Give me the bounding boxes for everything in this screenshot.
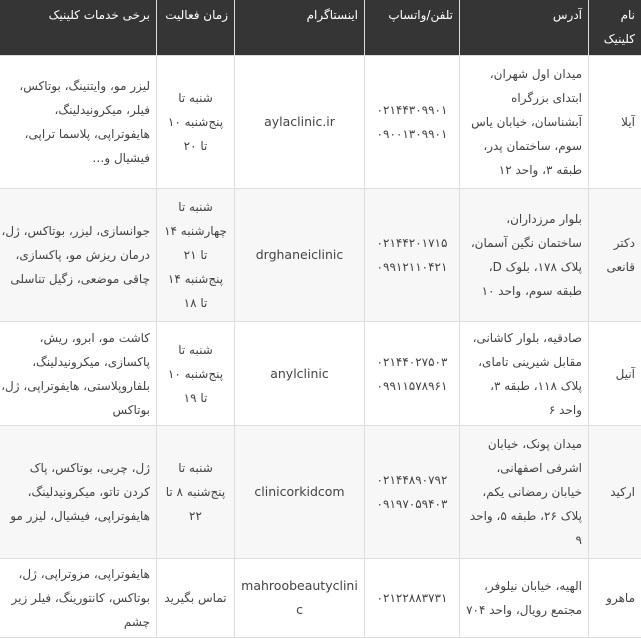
clinic-phones bbox=[365, 189, 460, 322]
clinic-instagram: clinicorkidcom bbox=[235, 426, 365, 559]
clinic-services: جوانسازی، لیزر، بوتاکس، ژل، درمان ریزش مو، پاکسازی، چاقی موضعی، زگیل تناسلی bbox=[0, 189, 157, 322]
clinic-phones bbox=[365, 56, 460, 189]
clinic-instagram: anylclinic bbox=[235, 322, 365, 426]
table-row bbox=[0, 189, 641, 322]
clinic-hours: شنبه تا پنج‌شنبه ۸ تا ۲۲ bbox=[157, 426, 235, 559]
header-services: برخی خدمات کلینیک bbox=[0, 0, 157, 56]
table-header-row bbox=[0, 0, 641, 56]
clinic-name: آیلا bbox=[589, 56, 641, 189]
clinic-services: کاشت مو، ابرو، ریش، پاکسازی، میکرونیدلینگ، بلفاروپلاستی، هایفوتراپی، ژل، بوتاکس bbox=[0, 322, 157, 426]
clinic-name: ماهرو bbox=[589, 559, 641, 638]
header-clinic-name: نام کلینیک bbox=[589, 0, 641, 56]
clinic-address: میدان پونک، خیابان اشرفی اصفهانی، خیابان رمضانی یکم، پلاک ۲۶، طبقه ۵، واحد ۹ bbox=[460, 426, 589, 559]
clinic-instagram: drghaneiclinic bbox=[235, 189, 365, 322]
clinic-services: ژل، چربی، بوتاکس، پاک کردن تاتو، میکرونیدلینگ، هایفوتراپی، فیشیال، لیزر مو bbox=[0, 426, 157, 559]
clinic-phones bbox=[365, 322, 460, 426]
table-row bbox=[0, 322, 641, 426]
phone-number[interactable]: ۰۹۱۹۷۰۵۹۴۰۳ bbox=[371, 492, 453, 516]
clinic-hours: تماس بگیرید bbox=[157, 559, 235, 638]
header-address: آدرس bbox=[460, 0, 589, 56]
phone-number[interactable]: ۰۲۱۴۴۰۲۷۵۰۳ bbox=[371, 350, 453, 374]
header-instagram: اینستاگرام bbox=[235, 0, 365, 56]
table-row bbox=[0, 426, 641, 559]
clinic-name: آنیل bbox=[589, 322, 641, 426]
clinic-services: هایفوتراپی، مزوتراپی، ژل، بوتاکس، کانتورینگ، فیلر زیر چشم bbox=[0, 559, 157, 638]
header-phone: تلفن/واتساپ bbox=[365, 0, 460, 56]
phone-number[interactable]: ۰۲۱۴۴۲۰۱۷۱۵ bbox=[371, 231, 453, 255]
clinic-phones bbox=[365, 426, 460, 559]
clinic-name: دکتر قانعی bbox=[589, 189, 641, 322]
phone-number[interactable]: ۰۲۱۴۴۳۰۹۹۰۱ bbox=[371, 98, 453, 122]
clinic-hours: شنبه تا پنج‌شنبه ۱۰ تا ۱۹ bbox=[157, 322, 235, 426]
clinic-instagram: aylaclinic.ir bbox=[235, 56, 365, 189]
phone-number[interactable]: ۰۲۱۲۲۸۸۳۷۳۱ bbox=[371, 586, 453, 610]
phone-number[interactable]: ۰۹۹۱۱۵۷۸۹۶۱ bbox=[371, 374, 453, 398]
phone-number[interactable]: ۰۹۹۱۲۱۱۰۴۲۱ bbox=[371, 255, 453, 279]
phone-number[interactable]: ۰۲۱۴۴۸۹۰۷۹۲ bbox=[371, 468, 453, 492]
clinic-services: لیزر مو، وایتنینگ، بوتاکس، فیلر، میکرونیدلینگ، هایفوتراپی، پلاسما تراپی، فیشیال و… bbox=[0, 56, 157, 189]
clinic-name: ارکید bbox=[589, 426, 641, 559]
header-hours: زمان فعالیت bbox=[157, 0, 235, 56]
clinic-instagram: mahroobeautyclinic bbox=[235, 559, 365, 638]
clinic-address: بلوار مرزداران، ساختمان نگین آسمان، پلاک ۱۷۸، بلوک D، طبقه سوم، واحد ۱۰ bbox=[460, 189, 589, 322]
clinic-hours: شنبه تا چهارشنبه ۱۴ تا ۲۱ پنج‌شنبه ۱۴ تا ۱۸ bbox=[157, 189, 235, 322]
clinic-address: الهیه، خیابان نیلوفر، مجتمع رویال، واحد ۷۰۴ bbox=[460, 559, 589, 638]
phone-number[interactable]: ۰۹۰۰۱۳۰۹۹۰۱ bbox=[371, 122, 453, 146]
clinic-address: میدان اول شهران، ابتدای بزرگراه آبشناسان، خیابان یاس سوم، ساختمان پدر، طبقه ۳، واحد ۱۲ bbox=[460, 56, 589, 189]
table-row bbox=[0, 56, 641, 189]
clinic-address: صادقیه، بلوار کاشانی، مقابل شیرینی تامای، پلاک ۱۱۸، طبقه ۳، واحد ۶ bbox=[460, 322, 589, 426]
clinic-hours: شنبه تا پنج‌شنبه ۱۰ تا ۲۰ bbox=[157, 56, 235, 189]
